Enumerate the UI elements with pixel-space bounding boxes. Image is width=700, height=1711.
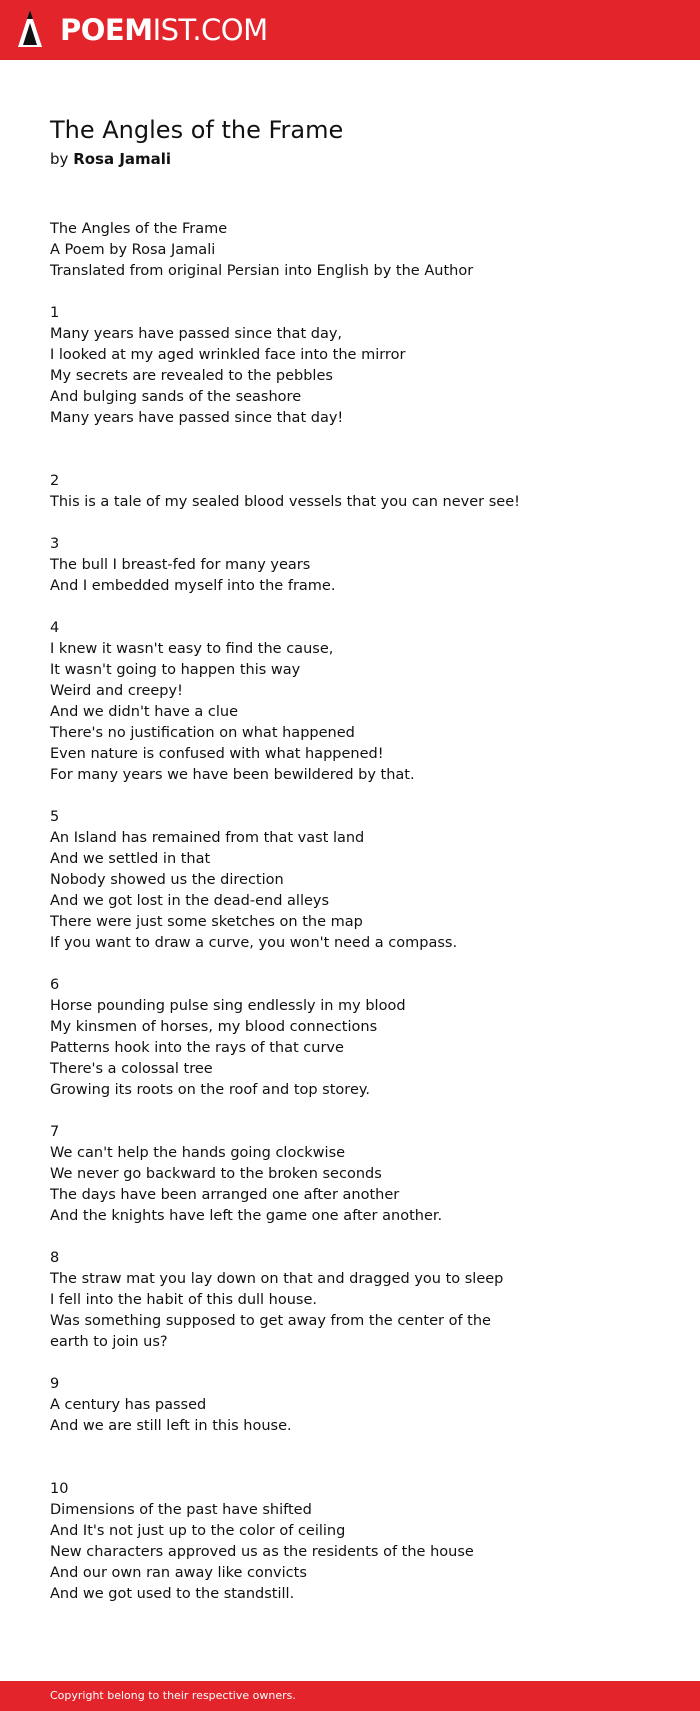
stanza-8 — [50, 1248, 650, 1353]
poem-line: I looked at my aged wrinkled face into the mirror — [50, 347, 406, 363]
poem-line: Patterns hook into the rays of that curve — [50, 1040, 344, 1056]
poem-line: We never go backward to the broken seconds — [50, 1166, 382, 1182]
poem-line: A Poem by Rosa Jamali — [50, 242, 216, 258]
poem-line: An Island has remained from that vast land — [50, 830, 365, 846]
poem-line: Weird and creepy! — [50, 683, 183, 699]
stanza-intro — [50, 219, 650, 282]
poem-line: My secrets are revealed to the pebbles — [50, 368, 333, 384]
poem-body — [50, 219, 650, 1626]
copyright-notice: Copyright belong to their respective owners. — [50, 1689, 296, 1702]
stanza-number: 3 — [50, 536, 60, 552]
stanza-7 — [50, 1122, 650, 1227]
poem-line: If you want to draw a curve, you won't need a compass. — [50, 935, 458, 951]
poem-line: It wasn't going to happen this way — [50, 662, 301, 678]
poem-line: Many years have passed since that day! — [50, 410, 344, 426]
poem-line: And our own ran away like convicts — [50, 1565, 307, 1581]
poem-line: And I embedded myself into the frame. — [50, 578, 336, 594]
poem-line: Translated from original Persian into English by the Author — [50, 263, 474, 279]
byline-prefix: by — [50, 150, 69, 168]
poem-line: Nobody showed us the direction — [50, 872, 284, 888]
poem-line: Many years have passed since that day, — [50, 326, 343, 342]
poem-line: For many years we have been bewildered by that. — [50, 767, 415, 783]
poem-title: The Angles of the Frame — [50, 116, 344, 144]
poem-line: The straw mat you lay down on that and dragged you to sleep — [50, 1271, 504, 1287]
stanza-number: 4 — [50, 620, 60, 636]
stanza-number: 9 — [50, 1376, 60, 1392]
stanza-number: 1 — [50, 305, 60, 321]
stanza-9 — [50, 1374, 650, 1437]
stanza-1 — [50, 303, 650, 429]
poem-line: My kinsmen of horses, my blood connections — [50, 1019, 378, 1035]
poem-line: I knew it wasn't easy to find the cause, — [50, 641, 334, 657]
poem-line: We can't help the hands going clockwise — [50, 1145, 346, 1161]
poem-line: The Angles of the Frame — [50, 221, 228, 237]
poem-line: And we didn't have a clue — [50, 704, 239, 720]
poem-line: The days have been arranged one after another — [50, 1187, 400, 1203]
poem-line: A century has passed — [50, 1397, 207, 1413]
stanza-5 — [50, 807, 650, 954]
logo-light-text: IST.COM — [152, 13, 268, 47]
poem-line: Even nature is confused with what happened! — [50, 746, 384, 762]
poem-line: And we are still left in this house. — [50, 1418, 292, 1434]
logo-bold-text: POEM — [60, 13, 153, 47]
stanza-2 — [50, 471, 650, 513]
poem-line: Growing its roots on the roof and top storey. — [50, 1082, 370, 1098]
pencil-tip-icon[interactable] — [17, 9, 43, 51]
author-name: Rosa Jamali — [73, 150, 172, 168]
stanza-number: 6 — [50, 977, 60, 993]
poem-line: Horse pounding pulse sing endlessly in my blood — [50, 998, 406, 1014]
site-header — [0, 0, 700, 60]
poem-line: There's no justification on what happened — [50, 725, 355, 741]
site-logo[interactable] — [60, 12, 268, 48]
poem-line: Was something supposed to get away from the center of the earth to join us? — [50, 1313, 491, 1350]
poem-line: And we got lost in the dead-end alleys — [50, 893, 330, 909]
poem-line: And bulging sands of the seashore — [50, 389, 302, 405]
stanza-3 — [50, 534, 650, 597]
stanza-number: 5 — [50, 809, 60, 825]
poem-line: Dimensions of the past have shifted — [50, 1502, 312, 1518]
stanza-number: 2 — [50, 473, 60, 489]
poem-line: And we settled in that — [50, 851, 211, 867]
stanza-number: 8 — [50, 1250, 60, 1266]
poem-line: I fell into the habit of this dull house. — [50, 1292, 318, 1308]
stanza-6 — [50, 975, 650, 1101]
poem-line: The bull I breast-fed for many years — [50, 557, 311, 573]
poem-line: And we got used to the standstill. — [50, 1586, 295, 1602]
stanza-10 — [50, 1479, 650, 1605]
stanza-number: 10 — [50, 1481, 69, 1497]
stanza-4 — [50, 618, 650, 786]
poem-line: There's a colossal tree — [50, 1061, 213, 1077]
poem-line: This is a tale of my sealed blood vessels that you can never see! — [50, 494, 520, 510]
stanza-number: 7 — [50, 1124, 60, 1140]
poem-line: And It's not just up to the color of ceiling — [50, 1523, 346, 1539]
poem-line: And the knights have left the game one after another. — [50, 1208, 443, 1224]
byline — [50, 148, 171, 170]
poem-line: New characters approved us as the residents of the house — [50, 1544, 474, 1560]
poem-line: There were just some sketches on the map — [50, 914, 363, 930]
site-footer — [0, 1681, 700, 1711]
